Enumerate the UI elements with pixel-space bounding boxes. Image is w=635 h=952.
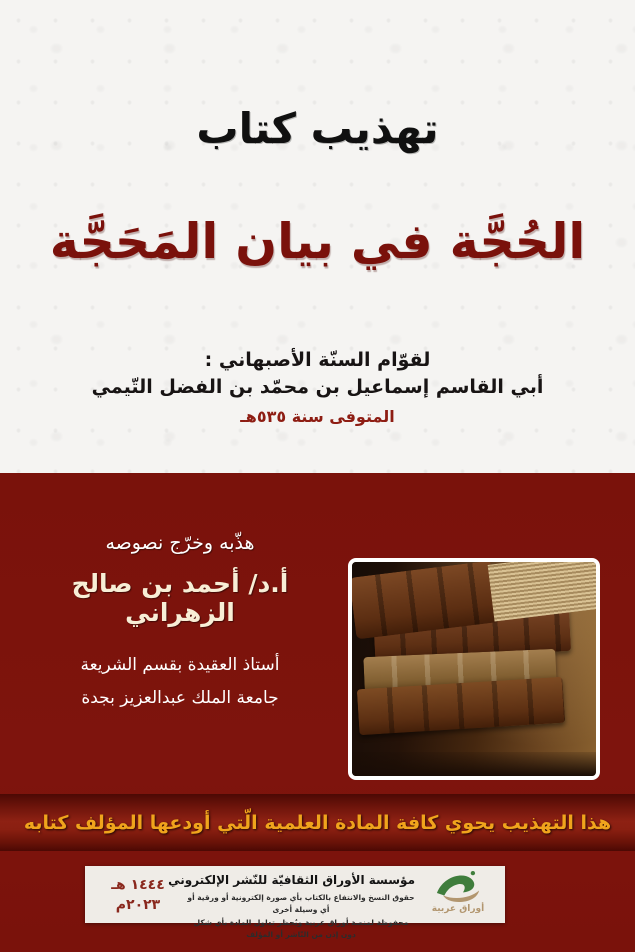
table-surface (352, 752, 596, 776)
gregorian-year: ٢٠٢٣م (115, 897, 161, 914)
author-full-name: أبي القاسم إسماعيل بن محمّد بن الفضل التّيمي (91, 376, 544, 398)
logo-label: أوراق عربية (431, 904, 485, 914)
books-photo-scene (352, 562, 596, 776)
author-death-year: المتوفى سنة ٥٣٥هـ (240, 407, 395, 426)
copyright-line2: محفوظة لمنصة أوراق عربية ويُحظر تداول المادة بأي شكل دون إذن من النّاشر أو المؤلف (193, 917, 409, 940)
editor-title-line2: جامعة الملك عبدالعزيز بجدة (81, 688, 279, 708)
author-attribution: لقوّام السنّة الأصبهاني : (204, 349, 431, 371)
copyright-notice (187, 892, 415, 942)
top-section (0, 0, 635, 473)
awraq-arabia-logo-icon (427, 869, 489, 907)
publication-years (99, 875, 177, 916)
banner (0, 794, 635, 851)
editor-title-line1: أستاذ العقيدة بقسم الشريعة (80, 655, 280, 675)
banner-text: هذا التهذيب يحوي كافة المادة العلمية الّتي أودعها المؤلف كتابه (23, 811, 612, 834)
publisher-logo (415, 868, 501, 921)
editor-name: أ.د/ أحمد بن صالح الزهراني (71, 569, 289, 627)
original-author-block (0, 349, 635, 426)
footer-strip (85, 866, 505, 940)
books-photo (348, 558, 600, 780)
series-title: تهذيب كتاب (196, 104, 439, 153)
publisher-name: مؤسسة الأوراق الثقافيّة للنّشر الإلكتروني (168, 873, 415, 887)
copyright-line1: حقوق النسخ والانتفاع بالكتاب بأي صورة إلكترونية أو ورقية أو أي وسيلة أخرى (187, 893, 415, 915)
main-title: الحُجَّة في بيان المَحَجَّة (49, 213, 586, 270)
editor-intro: هذّبه وخرّج نصوصه (105, 532, 255, 554)
publisher-info (168, 873, 415, 942)
editor-block (20, 532, 340, 708)
hijri-year: ١٤٤٤ هـ (111, 877, 165, 893)
